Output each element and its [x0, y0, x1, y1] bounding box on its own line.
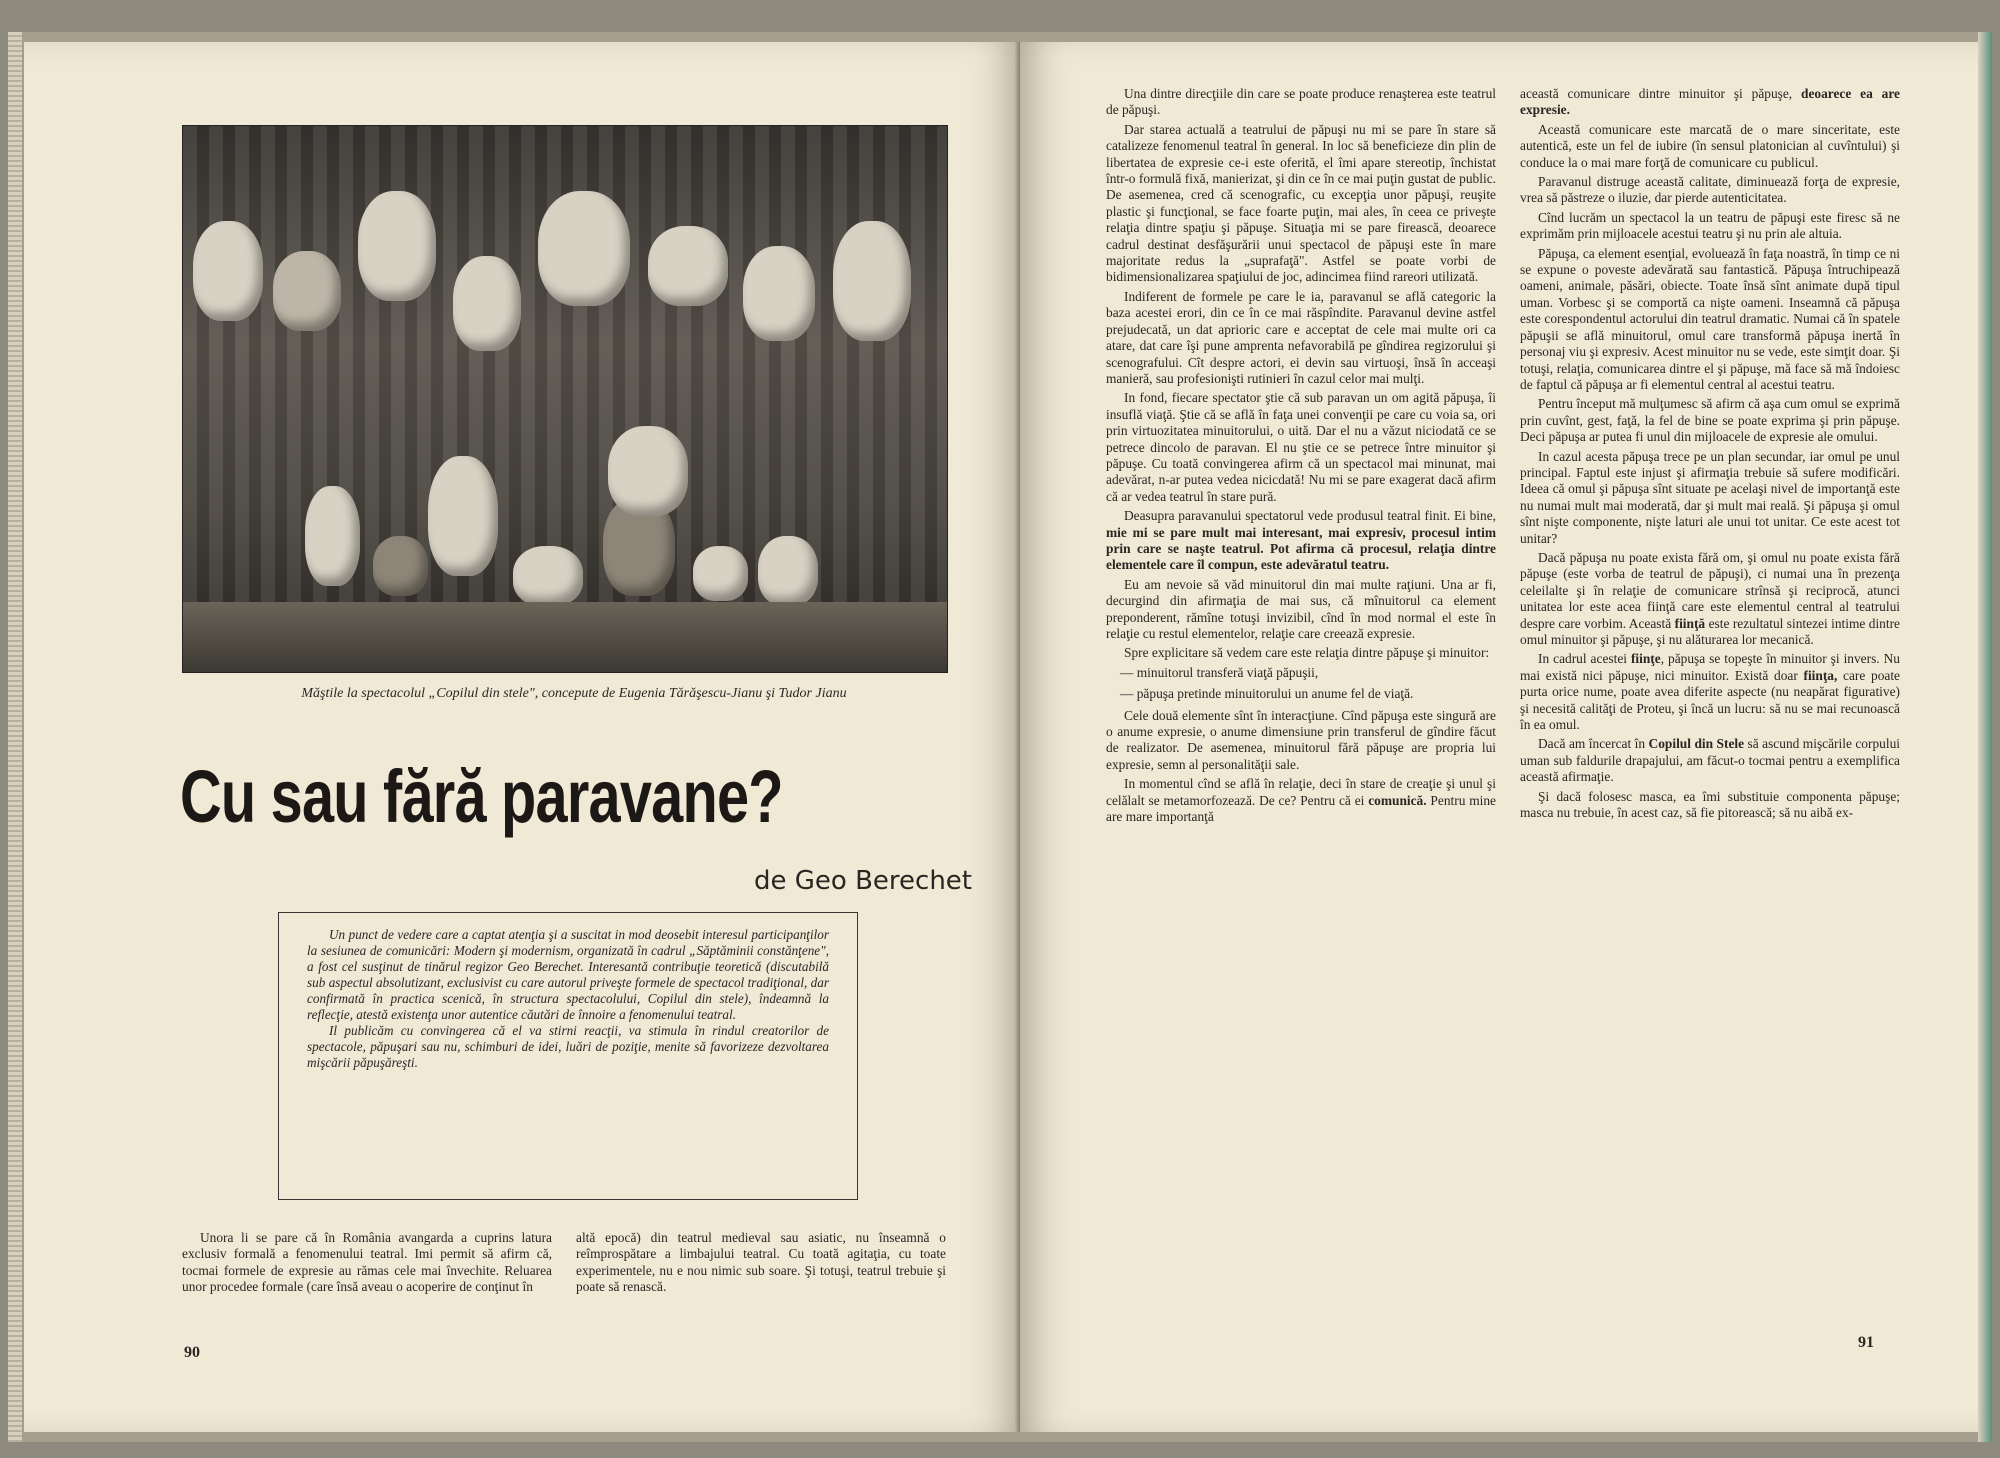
body-paragraph: Dar starea actuală a teatrului de păpuşi nu mi se pare în stare să catalizeze fenomenul teatral în general. In loc să beneficieze din plin de libertatea de expresie ce-i este oferită, el îmi apare stereotip, închistat într-o formulă fixă, manierizat, şi din ce în ce mai puţin gustat de public. De asemenea, cred că scenografic, cu excepţia unor păpuşi, reuşite plastic şi funcţional, se face foarte puţin, mai ales, în ceea ce priveşte relaţia dintre spaţiu şi păpuşe. Situaţia mi se pare firească, deoarece cadrul destinat desfăşurării unui spectacol de păpuşi este în mare majoritate redus la „suprafaţă". Astfel se poate vorbi de bidimensionalizarea spaţiului de joc, adincimea fiind rareori utilizată.	[1106, 121, 1496, 285]
book-spread	[8, 32, 1992, 1442]
puppet-image	[305, 486, 360, 586]
editorial-intro-box	[278, 912, 858, 1200]
body-paragraph	[1106, 508, 1496, 574]
bold-text: comunică.	[1368, 792, 1427, 808]
mask-image	[648, 226, 728, 306]
page-number-right: 91	[1858, 1334, 1874, 1351]
puppet-image	[513, 546, 583, 606]
article-title: Cu sau fără paravane?	[180, 755, 783, 838]
text-run: această comunicare dintre minuitor şi păpuşe,	[1520, 86, 1801, 101]
body-paragraph	[1106, 776, 1496, 825]
puppet-image	[428, 456, 498, 576]
body-paragraph: Una dintre direcţiile din care se poate produce renaşterea este teatrul de păpuşi.	[1106, 86, 1496, 118]
mask-image	[538, 191, 630, 306]
body-paragraph: Cele două elemente sînt în interacţiune. Cînd păpuşa este singură are o anume expresie, o anume dimensiune prin transferul de gîndire făcut de realizator. De asemenea, minuitorul fără păpuşe are propria lui expresie, semn al personalităţii sale.	[1106, 707, 1496, 772]
body-paragraph: Şi dacă folosesc masca, ea îmi substituie componenta păpuşe; masca nu trebuie, în acest caz, să fie pitorească; să nu aibă ex-	[1520, 788, 1900, 821]
text-run: In cadrul acestei	[1538, 651, 1631, 667]
stage-floor	[183, 602, 947, 672]
page-edges-right	[1978, 32, 1992, 1442]
body-paragraph: Cînd lucrăm un spectacol la un teatru de păpuşi este firesc să ne exprimăm prin mijloacele acestui teatru şi nu prin ale altuia.	[1520, 209, 1900, 242]
text-run: să ascund mişcările corpului uman sub faldurile drapajului, am făcut-o tocmai pentru a exemplifica această afirmaţie.	[1520, 736, 1900, 785]
puppet-image	[608, 426, 688, 516]
puppet-masks-photo	[182, 125, 948, 673]
page-edges-left	[8, 32, 22, 1442]
body-paragraph: In cazul acesta păpuşa trece pe un plan secundar, iar omul pe unul principal. Faptul este injust şi afirmaţia trebuie să sufere modificări. Ideea că omul şi păpuşa sînt situate pe acelaşi nivel de importanţă este nu numai mult mai moderată, dar şi mult mai reală. Şi păpuşa şi omul sînt nişte componente, nişte laturi ale unui tot unitar. Ce este acest tot unitar?	[1520, 448, 1900, 546]
body-paragraph: altă epocă) din teatrul medieval sau asiatic, nu înseamnă o reîmprospătare a limbajului teatral. Cu toată agitaţia, cu toate experimentele, nu e nou nimic sub soare. Şi totuşi, teatrul trebuie şi poate să renască.	[576, 1230, 946, 1295]
body-paragraph	[1520, 86, 1900, 119]
puppet-image	[693, 546, 748, 601]
text-run: Dacă am încercat în	[1538, 736, 1649, 752]
text-run: care poate purta orice nume, poate avea diferite aspecte (nu neapărat figurative) şi necesită calităţi de Proteu, şi încă un lucru: să nu se mai recunoască în ea omul.	[1520, 667, 1901, 733]
right-page	[1020, 42, 1980, 1432]
left-column-2	[576, 1230, 946, 1299]
bold-text: fiinţă	[1674, 615, 1706, 631]
text-run: Deasupra paravanului spectatorul vede produsul teatral finit. Ei bine,	[1124, 508, 1496, 524]
intro-paragraph: Un punct de vedere care a captat atenţia şi a suscitat in mod deosebit interesul participanţilor la sesiunea de comunicări: Modern şi modernism, organizată în cadrul „Săptăminii constănţene", a fost cel susţinut de tinărul regizor Geo Berechet. Interesantă contribuţie teoretică (discutabilă sub aspectul absolutizant, exclusivist cu care autorul priveşte formele de spectacol tradiţional, dar confirmată în practica scenică, în structura spectacolului, Copilul din stele), îndeamnă la reflecţie, atestă existenţa unor autentice căutări de înnoire a fenomenului teatral.	[307, 927, 829, 1022]
left-column-1	[182, 1230, 552, 1299]
body-paragraph: Spre explicitare să vedem care este relaţia dintre păpuşe şi minuitor:	[1124, 645, 1490, 661]
photo-caption: Măştile la spectacolul „Copilul din stele", concepute de Eugenia Tărăşescu-Jianu şi Tudor Jianu	[301, 686, 847, 701]
bold-text: mie mi se pare mult mai interesant, mai expresiv, procesul intim prin care se naşte teatrul. Pot afirma că procesul, relaţia dintre elementele care îl compun, este adevăratul teatru.	[1106, 524, 1496, 573]
intro-paragraph: Il publicăm cu convingerea că el va stirni reacţii, va stimula în rindul creatorilor de spectacole, păpuşari sau nu, schimburi de idei, luări de poziţie, menite să favorizeze dezvoltarea mişcării păpuşăreşti.	[307, 1023, 829, 1070]
body-paragraph: Eu am nevoie să văd minuitorul din mai multe raţiuni. Una ar fi, decurgind din afirmaţia de mai sus, că mînuitorul ca element preponderent, rămîne totuşi invizibil, cînd în mod normal el este în relaţie cu restul elementelor, relaţie care creează expresie.	[1106, 576, 1496, 641]
body-paragraph	[1520, 736, 1900, 785]
left-page	[24, 42, 1020, 1432]
text-run: In momentul cînd se află în relaţie, deci în stare de creaţie şi unul şi celălalt se metamorfozează. De ce? Pentru că ei	[1106, 776, 1496, 808]
body-paragraph: Păpuşa, ca element esenţial, evoluează în faţa noastră, în timp ce ni se expune o poveste adevărată sau fantastică. Păpuşa întruchipează oameni, animale, păsări, obiecte. Toate însă sînt animate după tipul uman. Vorbesc şi se comportă ca nişte oameni. Inseamnă că păpuşa este corespondentul actorului din teatrul dramatic. Numai că în spatele păpuşii se află minuitorul, omul care transformă păpuşa inertă în personaj viu şi expresiv. Acest minuitor nu se vede, este simţit doar. Şi totuşi, relaţia, comunicarea dintre el şi păpuşe, mă face să mă îndoiesc de faptul că păpuşa ar fi elementul central al acestui teatru.	[1520, 245, 1900, 392]
right-column-2	[1520, 86, 1900, 824]
bold-text: deoarece ea are expresie.	[1520, 86, 1900, 118]
puppet-image	[373, 536, 428, 596]
body-paragraph: Unora li se pare că în România avangarda a cuprins latura exclusiv formală a fenomenului teatral. Imi permit să afirm că, tocmai formele de expresie au rămas cele mai învechite. Reluarea unor procedee formale (care însă aveau o acoperire de conţinut în	[182, 1230, 552, 1295]
bold-text: Copilul din Stele	[1648, 736, 1745, 752]
puppet-image	[758, 536, 818, 606]
body-paragraph	[1520, 550, 1900, 648]
mask-image	[833, 221, 911, 341]
body-paragraph: Indiferent de formele pe care le ia, paravanul se află categoric la baza acestei erori, din ce în ce mai răspîndite. Paravanul devine astfel prejudecată, un dat aprioric care e acceptat de cele mai multe ori ca atare, dat care îşi pune amprenta nefavorabilă pe gîndirea regizorului şi scenografului. Cît despre actori, ei devin sau virtuoşi, însă în acceaşi manieră, sau profesionişti rutinieri în cazul celor mai mulţi.	[1106, 288, 1496, 386]
text-run: Dacă păpuşa nu poate exista fără om, şi omul nu poate exista fără păpuşe (este vorba de teatrul de păpuşi), ci numai una în prezenţa celeilalte şi în relaţie de comunicare strînsă şi reciprocă, atunci unitatea lor este acea fiinţă care este elementul central al teatrului despre care vorbim. Această	[1520, 549, 1900, 631]
body-paragraph: In fond, fiecare spectator ştie că sub paravan un om agită păpuşa, îi insuflă viaţă. Ştie că se află în faţa unei convenţii pe care cu voia sa, ori prin virtuozitatea minuitorului, o uită. Dar el nu a văzut niciodată ce se petrece dincolo de paravan. El nu ştie ce se petrece între minuitor şi păpuşe. Cu toată convingerea afirm că un spectacol mai minunat, mai adevărat, n-ar putea vedea nicicdată! Nu mi se pare exagerat dacă afirm că ar vedea teatrul în stare pură.	[1106, 390, 1496, 504]
list-item: — păpuşa pretinde minuitorului un anume fel de viaţă.	[1120, 686, 1414, 702]
body-paragraph: Această comunicare este marcată de o mare sinceritate, este autentică, este un fel de iubire (în sensul platonician al cuvîntului) şi conduce la o mai mare forţă de comunicare cu publicul.	[1520, 121, 1900, 170]
page-number-left: 90	[184, 1344, 200, 1361]
text-run: , păpuşa se topeşte în minuitor şi invers. Nu mai există nici păpuşe, nici minuitor. Există doar	[1520, 651, 1900, 683]
bold-text: fiinţe	[1630, 651, 1661, 667]
article-byline: de Geo Berechet	[754, 866, 972, 896]
right-column-1	[1106, 86, 1496, 828]
mask-image	[453, 256, 521, 351]
relation-list	[1106, 665, 1496, 703]
text-run: este rezultatul sintezei intime dintre omul minuitor şi păpuşe, şi nu alăturarea lor mecanică.	[1520, 615, 1901, 647]
mask-image	[273, 251, 341, 331]
text-run: Pentru mine are mare importanţă	[1106, 792, 1496, 825]
mask-image	[358, 191, 436, 301]
body-paragraph: Pentru început mă mulţumesc să afirm că aşa cum omul se exprimă prin cuvînt, gest, faţă, la fel de bine se poate exprima şi prin păpuşe. Deci păpuşa ar putea fi unul din mijloacele de expresie ale omului.	[1520, 396, 1900, 445]
body-paragraph: Paravanul distruge această calitate, diminuează forţa de expresie, vrea să păstreze o iluzie, dar pierde autenticitatea.	[1520, 174, 1900, 206]
bold-text: fiinţa,	[1803, 667, 1838, 683]
body-paragraph	[1520, 651, 1900, 733]
list-item: — minuitorul transferă viaţă păpuşii,	[1120, 664, 1319, 680]
mask-image	[743, 246, 815, 341]
mask-image	[193, 221, 263, 321]
